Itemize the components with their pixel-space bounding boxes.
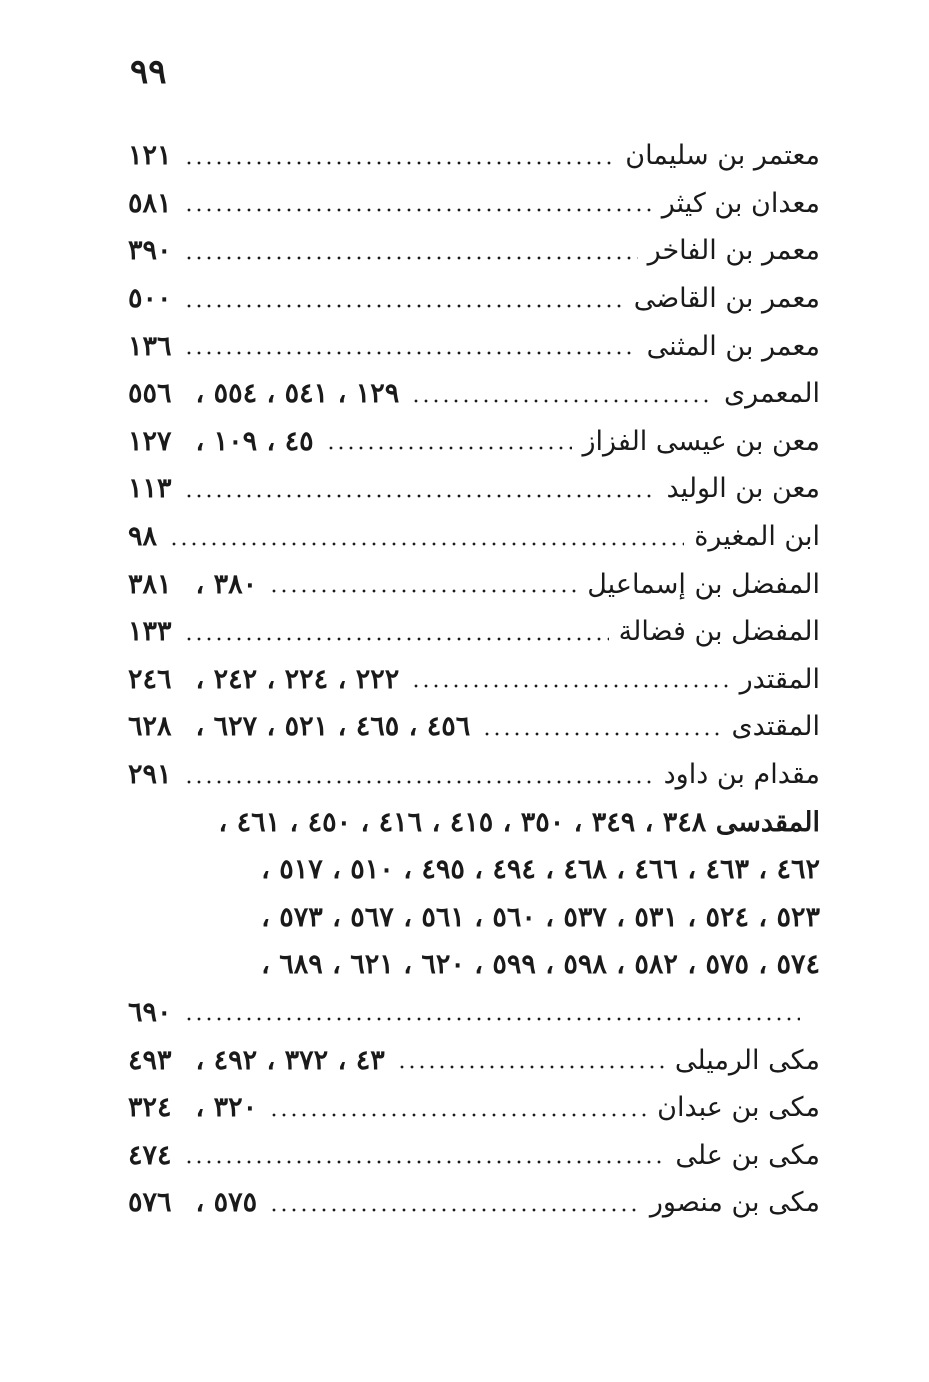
entry-pages-mid: ٢٢٢ ، ٢٢٤ ، ٢٤٢ ،: [195, 663, 400, 695]
dot-leader: [269, 589, 577, 593]
muqaddasi-line-text: المقدسى ٣٤٨ ، ٣٤٩ ، ٣٥٠ ، ٤١٥ ، ٤١٦ ، ٤٥٠ ، ٤٦١ ،: [218, 806, 820, 838]
entry-name: ابن المغيرة: [694, 521, 820, 553]
dot-leader: [411, 399, 714, 403]
index-entry: [128, 418, 820, 466]
entry-pages-mid: ٤٥ ، ١٠٩ ،: [195, 425, 314, 457]
entry-pages: ٢٤٦: [128, 663, 172, 695]
entry-pages: ٣٩٠: [128, 235, 172, 267]
muqaddasi-last-line: [128, 989, 820, 1037]
dot-leader: [326, 446, 573, 450]
entry-pages: ٣٢٤: [128, 1092, 172, 1124]
entry-name: معمر بن القاضى: [633, 283, 820, 315]
entry-name: معتمر بن سليمان: [625, 140, 820, 172]
entry-pages-mid: ١٢٩ ، ٥٤١ ، ٥٥٤ ،: [195, 378, 400, 410]
index-entry: [128, 1084, 820, 1132]
entry-pages: ٦٢٨: [128, 711, 172, 743]
entry-name: معمر بن الفاخر: [647, 235, 820, 267]
entry-name: مكى الرميلى: [674, 1044, 820, 1076]
entry-name: معن بن الوليد: [666, 473, 820, 505]
index-entry: [128, 275, 820, 323]
index-entry: [128, 608, 820, 656]
muqaddasi-line-text: ٥٧٤ ، ٥٧٥ ، ٥٨٢ ، ٥٩٨ ، ٥٩٩ ، ٦٢٠ ، ٦٢١ ، ٦٨٩ ،: [261, 949, 820, 981]
entry-name: المقتدر: [739, 663, 820, 695]
dot-leader: [411, 684, 729, 688]
muqaddasi-line-text: ٤٦٢ ، ٤٦٣ ، ٤٦٦ ، ٤٦٨ ، ٤٩٤ ، ٤٩٥ ، ٥١٠ ، ٥١٧ ،: [261, 854, 820, 886]
index-entry: [128, 703, 820, 751]
dot-leader: [184, 304, 624, 308]
index-entry: [128, 656, 820, 704]
entry-pages: ٩٨: [128, 521, 158, 553]
dot-leader: [184, 208, 652, 212]
muqaddasi-line: [128, 846, 820, 894]
index-entry: [128, 322, 820, 370]
entry-name: المفضل بن فضالة: [618, 616, 820, 648]
entry-pages-mid: ٣٨٠ ،: [195, 568, 258, 600]
dot-leader: [184, 1160, 666, 1164]
muqaddasi-line: [128, 798, 820, 846]
entry-pages: ٥٧٦: [128, 1187, 172, 1219]
index-entry: [128, 227, 820, 275]
entry-name: مكى بن على: [675, 1139, 820, 1171]
entry-name: مكى بن منصور: [649, 1187, 820, 1219]
index-entry: [128, 1036, 820, 1084]
dot-leader: [184, 351, 637, 355]
entry-name: المفضل بن إسماعيل: [587, 568, 820, 600]
dot-leader: [269, 1208, 640, 1212]
entry-pages: ٢٩١: [128, 759, 172, 791]
index-list: [128, 132, 820, 1227]
entry-name: المعمرى: [723, 378, 820, 410]
entry-pages: ٥٥٦: [128, 378, 172, 410]
dot-leader: [184, 637, 609, 641]
entry-pages: ٥٠٠: [128, 283, 172, 315]
dot-leader: [184, 161, 616, 165]
index-entry: [128, 1179, 820, 1227]
entry-pages-mid: ٥٧٥ ،: [195, 1187, 258, 1219]
entry-name: مكى بن عبدان: [657, 1092, 820, 1124]
entry-name: معمر بن المثنى: [646, 330, 820, 362]
index-entry: [128, 560, 820, 608]
entry-name: معدان بن كيثر: [661, 187, 820, 219]
page-number: ٩٩: [130, 52, 167, 92]
muqaddasi-line: [128, 941, 820, 989]
index-entry: [128, 513, 820, 561]
index-entry: [128, 465, 820, 513]
entry-name: مقدام بن داود: [663, 759, 820, 791]
index-entry: [128, 180, 820, 228]
entry-name: المقتدى: [731, 711, 820, 743]
entry-pages: ١٣٣: [128, 616, 172, 648]
entry-pages-mid: ٣٢٠ ،: [195, 1092, 258, 1124]
entry-pages: ٥٨١: [128, 187, 172, 219]
dot-leader: [169, 542, 684, 546]
muqaddasi-line: [128, 894, 820, 942]
muqaddasi-line-text: ٥٢٣ ، ٥٢٤ ، ٥٣١ ، ٥٣٧ ، ٥٦٠ ، ٥٦١ ، ٥٦٧ ، ٥٧٣ ،: [261, 901, 820, 933]
entry-pages: ١٢٧: [128, 425, 172, 457]
entry-pages: ١٣٦: [128, 330, 172, 362]
dot-leader: [269, 1113, 647, 1117]
entry-pages: ٤٧٤: [128, 1139, 172, 1171]
dot-leader: [397, 1065, 665, 1069]
index-entry: [128, 1131, 820, 1179]
entry-pages: ٤٩٣: [128, 1044, 172, 1076]
entry-pages: ١٢١: [128, 140, 172, 172]
entry-pages: ١١٣: [128, 473, 172, 505]
index-entry: [128, 370, 820, 418]
dot-leader: [184, 780, 654, 784]
index-entry: [128, 751, 820, 799]
entry-name: معن بن عيسى الفزاز: [582, 425, 820, 457]
dot-leader: [184, 1017, 800, 1021]
index-entry: [128, 132, 820, 180]
entry-pages: ٣٨١: [128, 568, 172, 600]
entry-pages-mid: ٤٣ ، ٣٧٢ ، ٤٩٢ ،: [195, 1044, 385, 1076]
dot-leader: [184, 494, 657, 498]
entry-pages-mid: ٤٥٦ ، ٤٦٥ ، ٥٢١ ، ٦٢٧ ،: [195, 711, 471, 743]
dot-leader: [482, 732, 721, 736]
entry-pages: ٦٩٠: [128, 996, 172, 1028]
dot-leader: [184, 256, 638, 260]
